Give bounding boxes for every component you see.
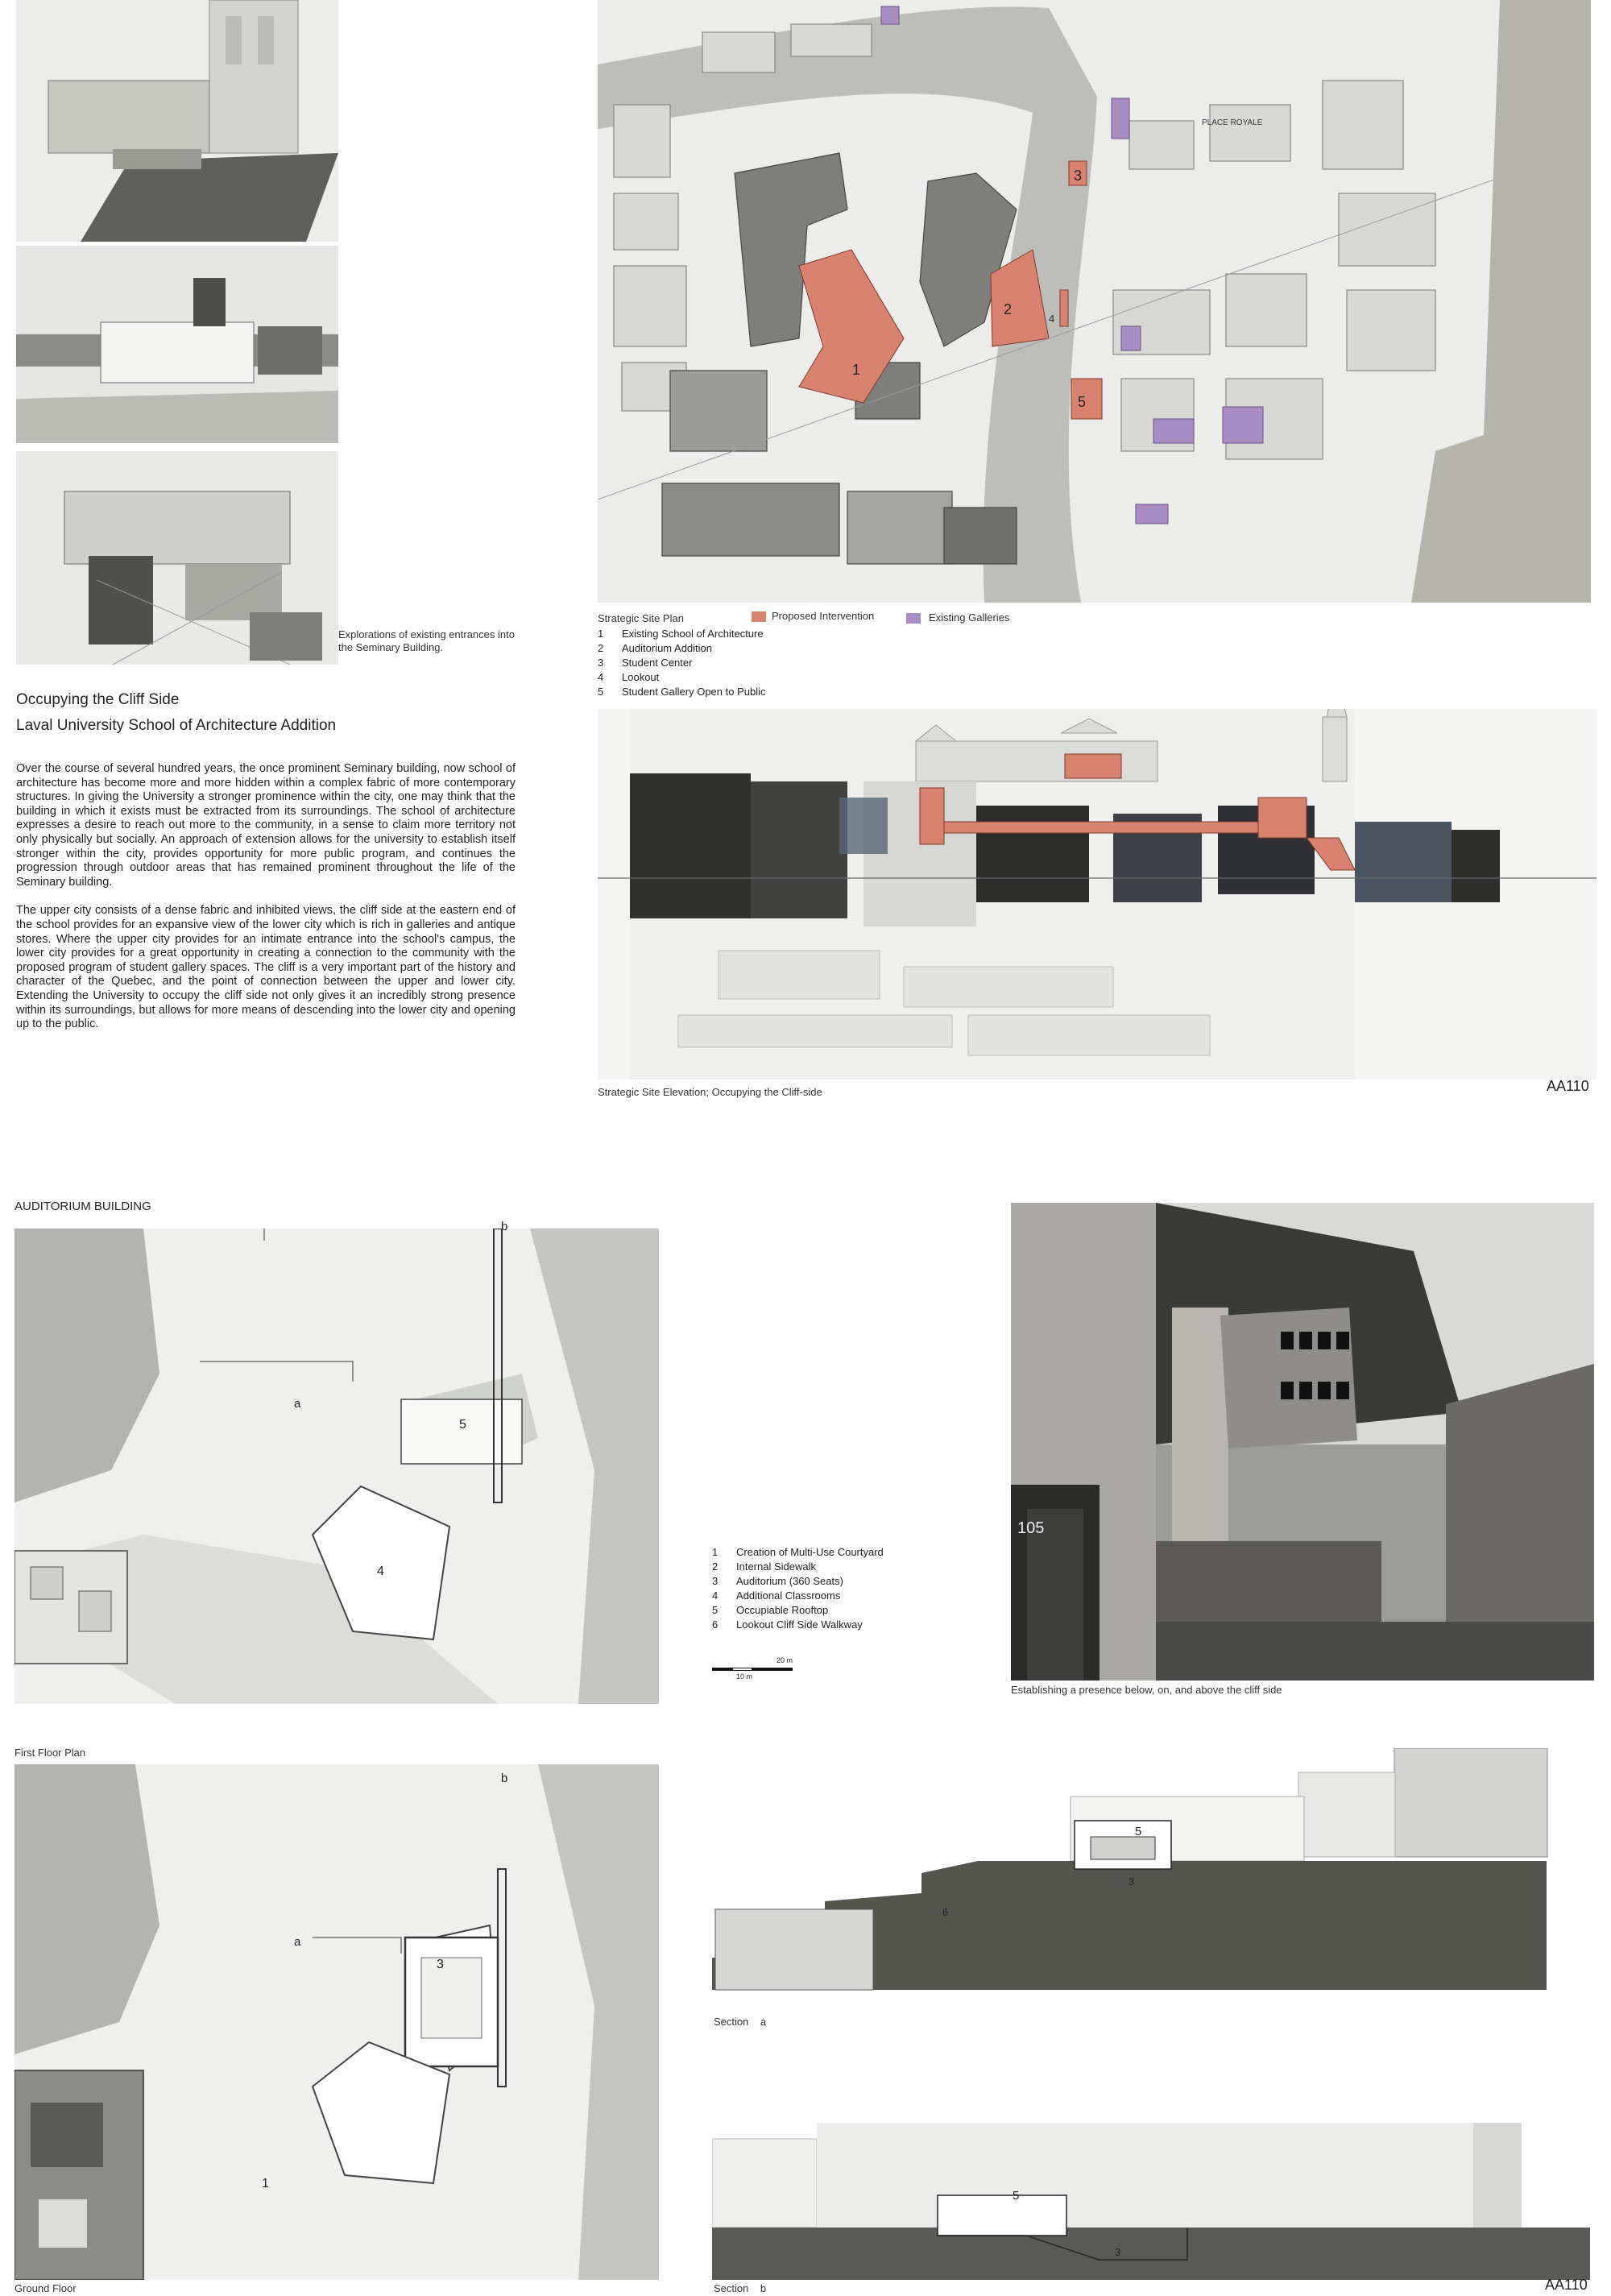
svg-text:1: 1: [852, 362, 861, 378]
explorations-caption: Explorations of existing entrances into the Seminary Building.: [338, 628, 515, 653]
svg-text:4: 4: [377, 1565, 384, 1578]
photo-caption: Establishing a presence below, on, and above the cliff side: [1011, 1684, 1282, 1696]
section-b-label: Section: [714, 2282, 749, 2294]
paragraph-2: The upper city consists of a dense fabric and inhibited views, the cliff side at the eastern end of the school provides for an expansive view of the lower city which is rich in galleries and antique stores. Where the upper city provides for an intimate entrance into the school's campus, the lower city provides for a great opportunity in creating a connection to the community with the proposed program of student gallery spaces. The cliff is a very important part of the history and character of the Quebec, and the point of connection between the upper and lower city. Extending the University to occupy the cliff side not only gives it an incredibly strong presence within its surroundings, but allows for more means of descending into the lower city and opening up to the public.: [16, 904, 516, 1031]
legend-item: 4 Lookout: [598, 671, 660, 683]
establishing-photo-image: [1011, 1203, 1594, 1681]
scale-bar-black-2: [752, 1668, 793, 1671]
section-a-caption: [714, 2016, 766, 2029]
scale-bar-black: [712, 1668, 732, 1671]
site-plan-caption: Strategic Site Plan: [598, 612, 684, 624]
section-b-image: [712, 2115, 1595, 2280]
section-a-drawing: [712, 1748, 1595, 2006]
sheet-id-top: AA110: [1547, 1078, 1589, 1094]
section-a-image: [712, 1748, 1595, 2006]
first-floor-caption: First Floor Plan: [14, 1747, 86, 1759]
svg-text:3: 3: [1074, 168, 1083, 184]
section-b-drawing: [712, 2115, 1595, 2280]
elevation-caption: Strategic Site Elevation; Occupying the Cliff-side: [598, 1086, 822, 1098]
strategic-site-elevation: [598, 709, 1597, 1080]
legend-item: 2 Auditorium Addition: [598, 642, 713, 654]
section-heading: AUDITORIUM BUILDING: [14, 1200, 151, 1213]
first-floor-plan: [14, 1229, 659, 1704]
legend-item: 5 Occupiable Rooftop: [712, 1604, 829, 1616]
first-floor-marker-a: a: [294, 1397, 301, 1411]
svg-text:5: 5: [1013, 2189, 1020, 2203]
svg-text:3: 3: [437, 1958, 444, 1971]
legend-item: 3 Student Center: [598, 657, 693, 669]
scale-bar: [712, 1656, 801, 1684]
legend-proposed-label: Proposed Intervention: [772, 610, 875, 622]
paragraph-1: Over the course of several hundred years, the once prominent Seminary building, now school of architecture has become more and more hidden within a complex fabric of more contemporary structures. In giving the University a stronger prominence within the city, one may think that the building in which it exists must be extracted from its surroundings. The school of architecture expresses a desire to reach out more to the community, in a sense to claim more territory not only physically but socially. An approach of extension allows for the university to establish itself stronger within the city, provides opportunity for more public program, and continues the progression through outdoor areas that has remained prominent throughout the life of the Seminary building.: [16, 762, 516, 889]
photo-door-number: 105: [1017, 1519, 1045, 1537]
first-floor-marker-b: b: [501, 1220, 508, 1233]
svg-text:4: 4: [1049, 313, 1055, 325]
exploration-sketch-2-drawing: [16, 246, 338, 443]
ground-floor-plan: [14, 1764, 659, 2280]
establishing-photo: [1011, 1203, 1594, 1681]
legend-item: 1 Creation of Multi-Use Courtyard: [712, 1546, 884, 1558]
auditorium-legend: [712, 1545, 1002, 1632]
legend-item: 6 Lookout Cliff Side Walkway: [712, 1618, 863, 1631]
exploration-sketch-2: [16, 246, 338, 443]
svg-text:3: 3: [1129, 1875, 1135, 1888]
site-elevation-drawing: [598, 709, 1597, 1080]
site-plan-drawing: [598, 0, 1591, 603]
svg-text:6: 6: [942, 1906, 949, 1918]
section-b-letter: b: [760, 2282, 767, 2294]
exploration-sketch-1-drawing: [16, 0, 338, 242]
section-a-letter: a: [760, 2016, 767, 2028]
sheet-id-bottom: AA110: [1545, 2277, 1588, 2293]
svg-text:2: 2: [1004, 301, 1013, 317]
svg-text:5: 5: [459, 1418, 466, 1432]
page-subtitle: Laval University School of Architecture Addition: [16, 717, 337, 734]
legend-item: 2 Internal Sidewalk: [712, 1560, 816, 1573]
ground-floor-caption: Ground Floor: [14, 2282, 77, 2294]
exploration-sketch-3-drawing: [16, 451, 338, 665]
exploration-sketch-3: [16, 451, 338, 665]
legend-item: 3 Auditorium (360 Seats): [712, 1575, 843, 1587]
first-floor-plan-drawing: [14, 1229, 659, 1704]
description-text: [16, 762, 516, 1046]
legend-item: 4 Additional Classrooms: [712, 1589, 841, 1602]
legend-item: 5 Student Gallery Open to Public: [598, 686, 766, 698]
strategic-site-plan: [598, 0, 1591, 603]
svg-text:3: 3: [1115, 2246, 1121, 2258]
legend-existing-label: Existing Galleries: [929, 611, 1010, 624]
site-plan-legend: [598, 627, 920, 699]
ground-floor-marker-a: a: [294, 1935, 301, 1949]
scale-label-10: 10 m: [736, 1672, 753, 1681]
svg-text:5: 5: [1078, 394, 1087, 410]
ground-floor-marker-b: b: [501, 1772, 508, 1785]
scale-label-20: 20 m: [777, 1656, 793, 1664]
legend-item: 1 Existing School of Architecture: [598, 628, 764, 640]
map-street-label: PLACE ROYALE: [1202, 118, 1263, 127]
section-a-label: Section: [714, 2016, 749, 2028]
svg-text:5: 5: [1135, 1825, 1142, 1838]
ground-floor-plan-drawing: [14, 1764, 659, 2280]
page-title: Occupying the Cliff Side: [16, 691, 180, 708]
exploration-sketch-1: [16, 0, 338, 242]
section-b-caption: [714, 2282, 766, 2295]
legend-existing-swatch: [906, 613, 921, 624]
scale-bar-white: [732, 1668, 752, 1671]
legend-proposed-swatch: [752, 611, 766, 622]
svg-text:1: 1: [262, 2177, 269, 2190]
